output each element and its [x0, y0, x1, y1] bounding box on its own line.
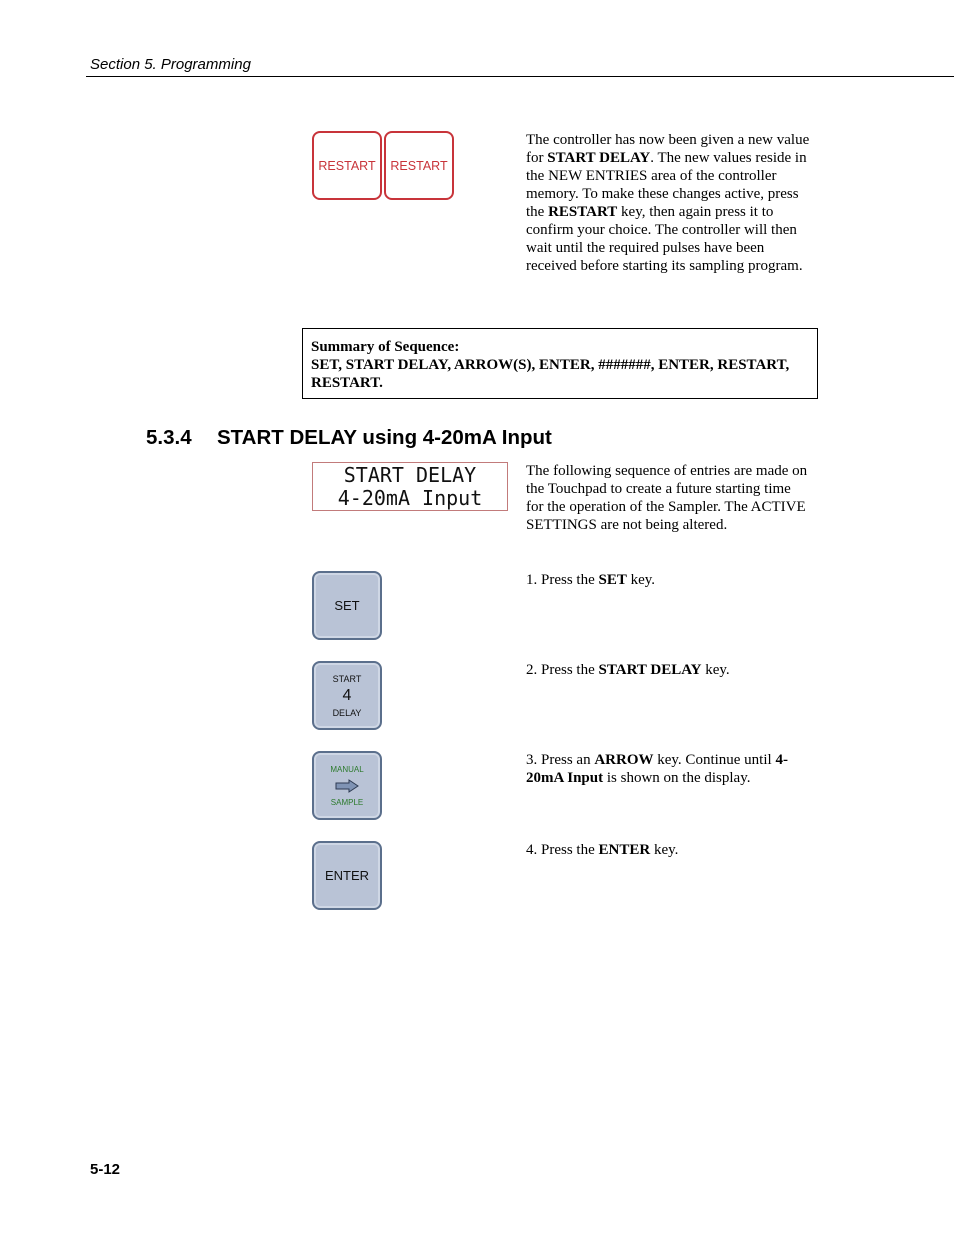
section-title: START DELAY using 4-20mA Input: [217, 426, 552, 449]
summary-body: SET, START DELAY, ARROW(S), ENTER, #######, ENTER, RESTART, RESTART.: [311, 357, 790, 391]
intro-paragraph: The following sequence of entries are made on the Touchpad to create a future starting time for the operation of the Sampler. The ACTIVE SETTINGS are not being altered.: [526, 463, 808, 533]
set-key-label: SET: [334, 598, 360, 613]
start-delay-key-top: START: [332, 673, 362, 684]
section-heading: [146, 426, 552, 450]
step-3: 3. Press an ARROW key. Continue until 4-20mA Input is shown on the display.: [526, 752, 788, 786]
start-delay-key-bottom: DELAY: [332, 707, 362, 718]
lcd-display: [312, 462, 508, 511]
running-header: Section 5. Programming: [90, 56, 251, 73]
restart-key-label: RESTART: [390, 158, 448, 173]
page-number: 5-12: [90, 1161, 121, 1178]
arrow-key-bottom: SAMPLE: [330, 797, 364, 807]
restart-key-label: RESTART: [318, 158, 376, 173]
enter-key: [312, 841, 382, 910]
summary-box: [302, 328, 818, 399]
restart-key-1: [312, 131, 382, 200]
step-1: 1. Press the SET key.: [526, 572, 656, 588]
arrow-key: [312, 751, 382, 820]
arrow-key-top: MANUAL: [330, 764, 364, 774]
restart-paragraph: The controller has now been given a new value for START DELAY. The new values reside in the NEW ENTRIES area of the controller memory. To make these changes active, press the RESTART key, then again press it to confirm your choice. The controller will then wait until the required pulses have been received before starting its sampling program.: [526, 132, 810, 274]
start-delay-key-number: 4: [342, 686, 352, 704]
step-4: 4. Press the ENTER key.: [526, 842, 679, 858]
summary-title: Summary of Sequence:: [311, 339, 460, 355]
lcd-line-1: START DELAY: [343, 463, 477, 487]
set-key: [312, 571, 382, 640]
enter-key-label: ENTER: [324, 868, 370, 883]
header-rule: [86, 76, 954, 77]
right-arrow-icon: [335, 779, 359, 793]
start-delay-key: [312, 661, 382, 730]
step-2: 2. Press the START DELAY key.: [526, 662, 730, 678]
restart-key-2: [384, 131, 454, 200]
section-number: 5.3.4: [146, 426, 192, 449]
lcd-line-2: 4-20mA Input: [337, 486, 483, 510]
